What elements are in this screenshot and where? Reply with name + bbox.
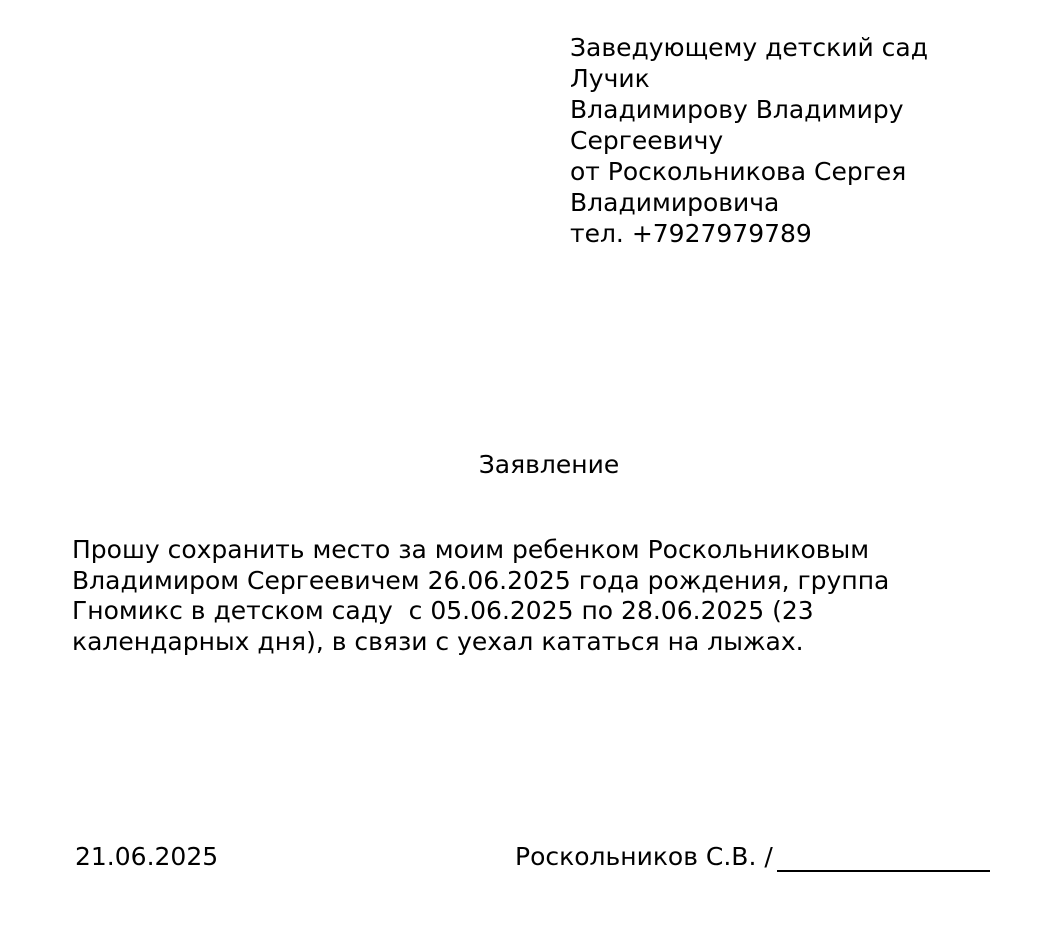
addressee-line: Заведующему детский сад bbox=[570, 33, 928, 62]
body-line: Гномикс в детском саду с 05.06.2025 по 28.06.2025 (23 bbox=[72, 596, 814, 625]
signature-block bbox=[515, 841, 990, 872]
addressee-phone: тел. +7927979789 bbox=[570, 219, 812, 248]
document-title: Заявление bbox=[478, 450, 620, 479]
addressee-line: Сергеевичу bbox=[570, 126, 724, 155]
body-line: календарных дня), в связи с уехал кататься на лыжах. bbox=[72, 626, 804, 656]
addressee-line: Владимировича bbox=[570, 188, 780, 217]
application-body bbox=[72, 535, 972, 657]
signature-line bbox=[777, 843, 990, 872]
body-line: Прошу сохранить место за моим ребенком Роскольниковым bbox=[72, 535, 870, 564]
addressee-block bbox=[570, 32, 990, 249]
addressee-line: Владимирову Владимиру bbox=[570, 95, 904, 124]
signature-name: Роскольников С.В. / bbox=[515, 842, 773, 871]
addressee-line: от Роскольникова Сергея bbox=[570, 157, 907, 186]
addressee-line: Лучик bbox=[570, 64, 650, 93]
document-date: 21.06.2025 bbox=[75, 842, 219, 871]
body-line: Владимиром Сергеевичем 26.06.2025 года рождения, группа bbox=[72, 565, 890, 595]
